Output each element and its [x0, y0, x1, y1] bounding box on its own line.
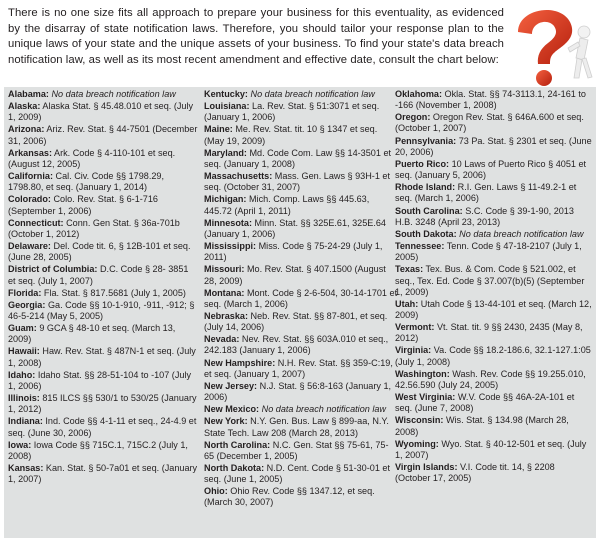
law-citation: Tex. Bus. & Com. Code § 521.002, et seq., Tex. Ed. Code § 37.007(b)(5) (September 1, 2009)	[395, 264, 585, 297]
state-name: Wisconsin:	[395, 415, 444, 426]
law-citation: Vt. Stat. tit. 9 §§ 2430, 2435 (May 8, 2012)	[395, 322, 583, 344]
state-entry	[8, 440, 198, 462]
law-citation: Nev. Rev. Stat. §§ 603A.010 et seq., 242.183 (January 1, 2006)	[204, 334, 389, 356]
state-entry	[395, 229, 592, 240]
law-citation: N.Y. Gen. Bus. Law § 899-aa, N.Y. State Tech. Law 208 (March 28, 2013)	[204, 416, 389, 438]
state-name: Montana:	[204, 287, 245, 298]
law-citation: No data breach notification law	[51, 89, 176, 99]
law-citation: Mo. Rev. Stat. § 407.1500 (August 28, 2009)	[204, 264, 386, 286]
state-entry	[204, 463, 398, 485]
state-entry	[204, 148, 398, 170]
law-citation: 815 ILCS §§ 530/1 to 530/25 (January 1, 2012)	[8, 393, 197, 415]
state-name: Puerto Rico:	[395, 158, 450, 169]
state-name: Louisiana:	[204, 101, 250, 112]
state-name: Ohio:	[204, 486, 228, 497]
state-name: Iowa:	[8, 439, 32, 450]
law-citation: Idaho Stat. §§ 28-51-104 to -107 (July 1, 2006)	[8, 369, 191, 391]
state-entry	[395, 439, 592, 461]
state-entry	[395, 206, 592, 228]
state-name: Delaware:	[8, 241, 51, 252]
law-citation: Colo. Rev. Stat. § 6-1-716 (September 1, 2006)	[8, 194, 158, 216]
state-entry	[204, 264, 398, 286]
intro-paragraph: There is no one size fits all approach to prepare your business for this eventuality, as evidenced by the disarray of state notification laws. Therefore, you should tailor your response plan to the unique laws of your state and the unique assets of your business. To find your state's data breach notification law, as well as its most recent amendment and effective date, consult the chart below:	[8, 7, 504, 66]
law-citation: S.C. Code § 39-1-90, 2013 H.B. 3248 (April 23, 2013)	[395, 205, 574, 227]
law-citation: Minn. Stat. §§ 325E.61, 325E.64 (January 1, 2006)	[204, 217, 386, 239]
state-entry	[8, 264, 198, 286]
law-citation: Ark. Code § 4-110-101 et seq. (August 12, 2005)	[8, 147, 176, 169]
state-entry	[204, 194, 398, 216]
state-entry	[395, 322, 592, 344]
state-entry	[8, 148, 198, 170]
state-entry	[395, 462, 592, 484]
state-name: Indiana:	[8, 416, 43, 427]
state-name: Maryland:	[204, 147, 247, 158]
state-entry	[204, 311, 398, 333]
state-entry	[395, 415, 592, 437]
column-1	[8, 89, 198, 486]
law-citation: V.I. Code tit. 14, § 2208 (October 17, 2005)	[395, 462, 555, 484]
law-citation: No data breach notification law	[250, 89, 375, 99]
state-name: North Dakota:	[204, 463, 265, 473]
state-entry	[8, 463, 198, 485]
state-entry	[204, 124, 398, 146]
state-name: Idaho:	[8, 369, 36, 380]
state-entry	[8, 416, 198, 438]
state-entry	[395, 159, 592, 181]
law-citation: N.J. Stat. § 56:8-163 (January 1, 2006)	[204, 380, 392, 403]
state-name: Missouri:	[204, 264, 245, 275]
law-citation: Md. Code Com. Law §§ 14-3501 et seq. (January 1, 2008)	[204, 147, 392, 169]
law-citation: Conn. Gen Stat. § 36a-701b (October 1, 2012)	[8, 217, 180, 239]
state-entry	[395, 369, 592, 391]
question-mark-figure-icon	[500, 0, 600, 100]
state-name: Arizona:	[8, 124, 45, 135]
state-entry	[204, 440, 398, 462]
state-entry	[8, 288, 198, 299]
law-citation: Kan. Stat. § 50-7a01 et seq. (January 1, 2007)	[8, 463, 198, 485]
state-entry	[204, 358, 398, 380]
state-name: Arkansas:	[8, 147, 52, 158]
law-citation: Del. Code tit. 6, § 12B-101 et seq. (June 28, 2005)	[8, 241, 191, 263]
state-entry	[395, 136, 592, 158]
state-name: Texas:	[395, 264, 424, 275]
state-entry	[8, 124, 198, 146]
law-citation: Wash. Rev. Code §§ 19.255.010, 42.56.590 (July 24, 2005)	[395, 368, 586, 390]
state-name: Hawaii:	[8, 346, 40, 357]
state-name: New York:	[204, 416, 248, 427]
state-entry	[204, 218, 398, 240]
law-citation: N.H. Rev. Stat. §§ 359-C:19, et seq. (January 1, 2007)	[204, 357, 393, 379]
law-citation: Mont. Code § 2-6-504, 30-14-1701 et seq. (March 1, 2006)	[204, 287, 398, 309]
state-entry	[395, 392, 592, 414]
state-name: Alabama:	[8, 89, 49, 99]
state-name: New Hampshire:	[204, 357, 276, 368]
state-entry	[8, 241, 198, 263]
state-entry	[8, 89, 198, 100]
law-citation: Wis. Stat. § 134.98 (March 28, 2008)	[395, 415, 569, 437]
law-citation: Miss. Code § 75-24-29 (July 1, 2011)	[204, 241, 383, 263]
law-citation: Fla. Stat. § 817.5681 (July 1, 2005)	[43, 287, 186, 298]
state-name: Nebraska:	[204, 310, 248, 321]
state-entry	[204, 334, 398, 356]
law-citation: Neb. Rev. Stat. §§ 87-801, et seq. (July 14, 2006)	[204, 310, 388, 333]
state-entry	[395, 345, 592, 367]
state-name: Kansas:	[8, 463, 44, 473]
state-entry	[8, 101, 198, 123]
state-name: North Carolina:	[204, 439, 271, 450]
state-name: District of Columbia:	[8, 264, 98, 275]
state-entry	[204, 101, 398, 123]
state-name: Wyoming:	[395, 438, 439, 449]
state-entry	[204, 381, 398, 403]
law-citation: 10 Laws of Puerto Rico § 4051 et seq. (January 5, 2006)	[395, 158, 587, 181]
law-citation: W.V. Code §§ 46A-2A-101 et seq. (June 7, 2008)	[395, 392, 575, 414]
state-entry	[395, 182, 592, 204]
state-name: Mississippi:	[204, 241, 257, 252]
law-citation: Ariz. Rev. Stat. § 44-7501 (December 31, 2006)	[8, 124, 198, 146]
state-name: South Dakota:	[395, 228, 457, 239]
state-entry	[204, 89, 398, 100]
state-entry	[204, 486, 398, 508]
state-name: Alaska:	[8, 101, 41, 112]
state-name: Pennsylvania:	[395, 135, 457, 146]
state-entry	[8, 346, 198, 368]
law-citation: Tenn. Code § 47-18-2107 (July 1, 2005)	[395, 241, 582, 263]
column-2	[204, 89, 398, 510]
law-citation: 9 GCA § 48-10 et seq. (March 13, 2009)	[8, 323, 176, 345]
law-citation: Haw. Rev. Stat. § 487N-1 et seq. (July 1, 2008)	[8, 346, 196, 368]
state-name: Virginia:	[395, 345, 432, 356]
state-entry	[8, 171, 198, 193]
law-citation: N.D. Cent. Code § 51-30-01 et seq. (June 1, 2005)	[204, 463, 390, 485]
state-name: Maine:	[204, 124, 233, 135]
law-citation: La. Rev. Stat. § 51:3071 et seq. (January 1, 2006)	[204, 101, 380, 123]
law-citation: Ohio Rev. Code §§ 1347.12, et seq. (March 30, 2007)	[204, 486, 375, 508]
state-name: Rhode Island:	[395, 182, 456, 193]
law-citation: Okla. Stat. §§ 74-3113.1, 24-161 to -166 (November 1, 2008)	[395, 89, 586, 111]
law-citation: 73 Pa. Stat. § 2301 et seq. (June 20, 2006)	[395, 135, 592, 157]
law-citation: Mich. Comp. Laws §§ 445.63, 445.72 (April 1, 2011)	[204, 194, 370, 216]
state-entry	[204, 416, 398, 438]
law-citation: No data breach notification law	[459, 228, 584, 239]
state-entry	[395, 241, 592, 263]
state-name: New Jersey:	[204, 380, 258, 391]
state-name: West Virginia:	[395, 392, 456, 403]
law-citation: Oregon Rev. Stat. § 646A.600 et seq. (October 1, 2007)	[395, 112, 584, 134]
state-name: California:	[8, 171, 53, 182]
state-name: South Carolina:	[395, 205, 463, 216]
state-entry	[204, 404, 398, 415]
state-entry	[395, 299, 592, 321]
state-law-chart	[4, 87, 596, 538]
law-citation: No data breach notification law	[261, 404, 386, 415]
state-entry	[395, 89, 592, 111]
law-citation: R.I. Gen. Laws § 11-49.2-1 et seq. (March 1, 2006)	[395, 182, 577, 204]
state-entry	[395, 264, 592, 297]
state-name: Massachusetts:	[204, 171, 273, 182]
state-entry	[204, 171, 398, 193]
law-citation: Iowa Code §§ 715C.1, 715C.2 (July 1, 2008)	[8, 439, 188, 461]
state-entry	[8, 300, 198, 322]
law-citation: Ga. Code §§ 10-1-910, -911, -912; § 46-5-214 (May 5, 2005)	[8, 299, 195, 321]
state-entry	[395, 112, 592, 134]
state-name: Vermont:	[395, 322, 435, 333]
state-name: Tennessee:	[395, 241, 445, 252]
state-entry	[8, 194, 198, 216]
state-name: Connecticut:	[8, 217, 64, 228]
state-name: Utah:	[395, 298, 419, 309]
law-citation: Alaska Stat. § 45.48.010 et seq. (July 1, 2009)	[8, 101, 194, 123]
state-name: New Mexico:	[204, 404, 260, 415]
state-entry	[8, 323, 198, 345]
law-citation: D.C. Code § 28- 3851 et seq. (July 1, 2007)	[8, 264, 189, 286]
law-citation: Cal. Civ. Code §§ 1798.29, 1798.80, et seq. (January 1, 2014)	[8, 171, 165, 193]
state-name: Guam:	[8, 323, 37, 334]
state-entry	[8, 370, 198, 392]
state-entry	[204, 241, 398, 263]
state-name: Nevada:	[204, 334, 240, 345]
law-citation: Utah Code § 13-44-101 et seq. (March 12, 2009)	[395, 298, 592, 320]
law-citation: Wyo. Stat. § 40-12-501 et seq. (July 1, 2007)	[395, 438, 587, 460]
state-entry	[204, 288, 398, 310]
column-3	[395, 89, 592, 485]
state-name: Minnesota:	[204, 217, 252, 228]
state-name: Illinois:	[8, 393, 40, 404]
state-name: Colorado:	[8, 194, 51, 205]
law-citation: N.C. Gen. Stat §§ 75-61, 75-65 (December 1, 2005)	[204, 439, 389, 461]
state-name: Georgia:	[8, 299, 46, 310]
state-name: Oklahoma:	[395, 89, 442, 99]
law-citation: Mass. Gen. Laws § 93H-1 et seq. (October 31, 2007)	[204, 171, 391, 193]
state-name: Washington:	[395, 368, 450, 379]
state-name: Michigan:	[204, 194, 247, 205]
law-citation: Ind. Code §§ 4-1-11 et seq., 24-4.9 et seq. (June 30, 2006)	[8, 416, 197, 438]
state-name: Kentucky:	[204, 89, 248, 99]
state-entry	[8, 218, 198, 240]
state-name: Virgin Islands:	[395, 462, 458, 472]
state-entry	[8, 393, 198, 415]
law-citation: Me. Rev. Stat. tit. 10 § 1347 et seq. (May 19, 2009)	[204, 124, 378, 146]
state-name: Oregon:	[395, 112, 431, 123]
law-citation: Va. Code §§ 18.2-186.6, 32.1-127.1:05 (July 1, 2008)	[395, 345, 591, 367]
state-name: Florida:	[8, 287, 42, 298]
